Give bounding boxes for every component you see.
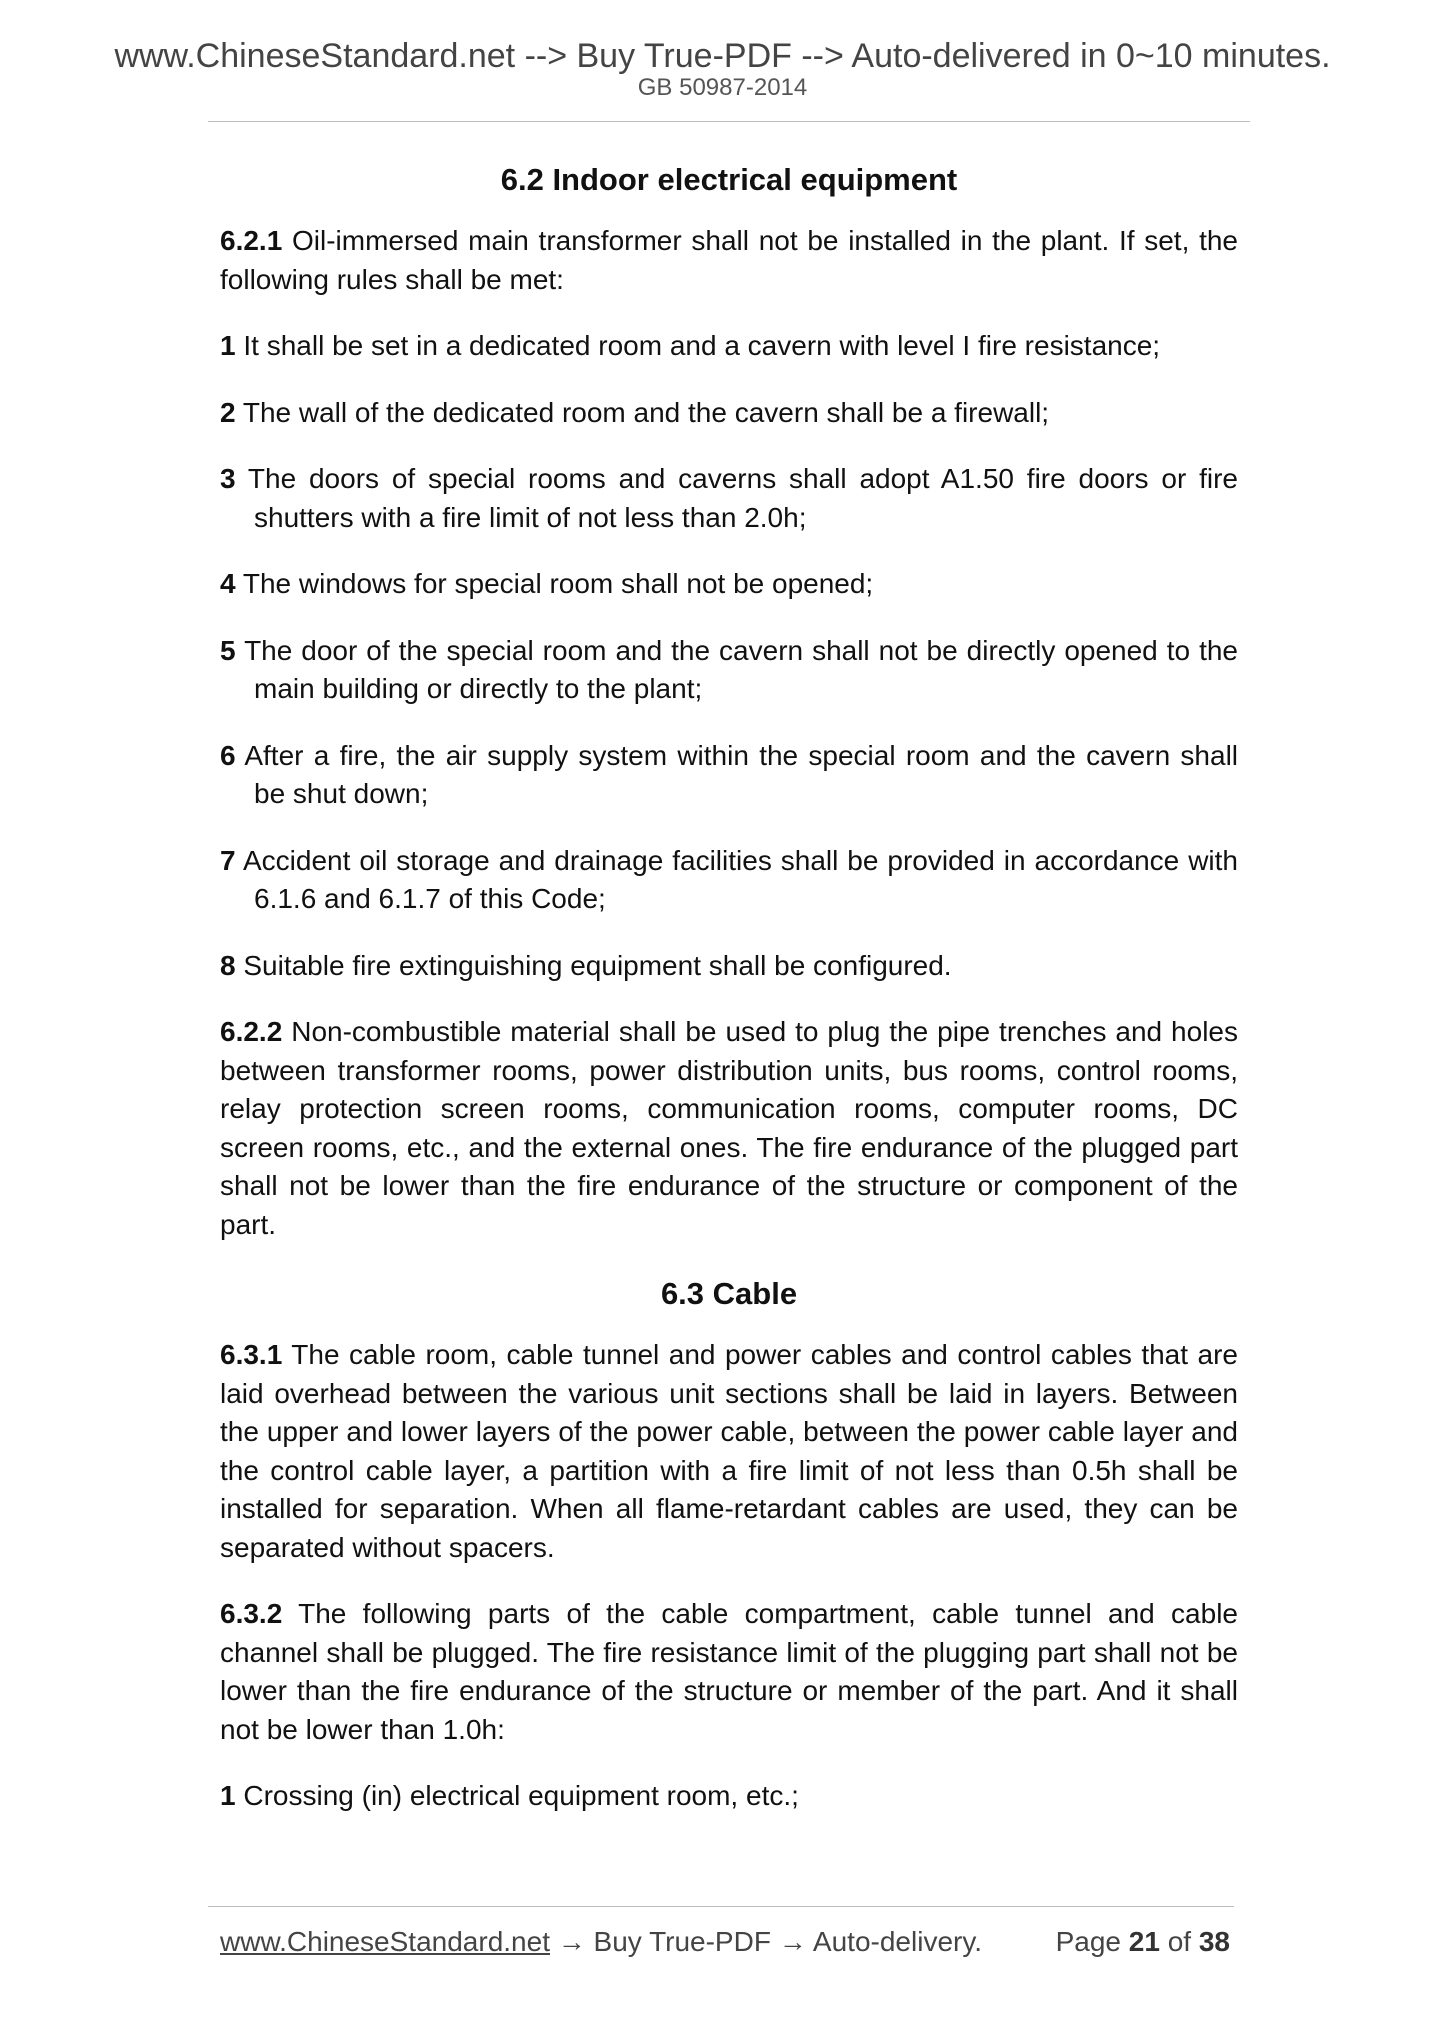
- list-item: [220, 460, 1238, 537]
- clause-number: 6.3.2: [220, 1598, 283, 1629]
- clause-text: Non-combustible material shall be used to plug the pipe trenches and holes between transformer rooms, power distribution units, bus rooms, control rooms, relay protection screen rooms, communication rooms, computer rooms, DC screen rooms, etc., and the external ones. The fire endurance of the plugged part shall not be lower than the fire endurance of the structure or component of the part.: [220, 1016, 1238, 1240]
- list-item: [220, 327, 1238, 366]
- list-item: [220, 394, 1238, 433]
- page-number: 21: [1128, 1926, 1160, 1957]
- list-item: [220, 1777, 1238, 1816]
- of-label: of: [1167, 1926, 1192, 1957]
- page-indicator: [1056, 1922, 1230, 1962]
- header-divider: [208, 121, 1250, 122]
- footer-site-link[interactable]: www.ChineseStandard.net: [220, 1926, 550, 1957]
- clause-6-3-1: [220, 1336, 1238, 1567]
- item-number: 5: [220, 634, 236, 666]
- document-id: GB 50987-2014: [637, 74, 808, 101]
- list-item: [220, 947, 1238, 986]
- clause-text: Oil-immersed main transformer shall not be installed in the plant. If set, the following rules shall be met:: [220, 225, 1239, 295]
- item-number: 1: [220, 1780, 236, 1811]
- section-6-3-heading: 6.3 Cable: [660, 1276, 798, 1311]
- item-number: 3: [220, 463, 236, 494]
- top-banner: www.ChineseStandard.net --> Buy True-PDF --> Auto-delivered in 0~10 minutes.: [114, 37, 1331, 75]
- item-number: 4: [220, 568, 236, 599]
- footer-promo: [220, 1922, 982, 1962]
- item-text: The windows for special room shall not be opened;: [242, 568, 874, 599]
- page-footer: [220, 1922, 1230, 1962]
- footer-promo-text: → Buy True-PDF → Auto-delivery.: [549, 1926, 983, 1957]
- clause-text: The following parts of the cable compartment, cable tunnel and cable channel shall be plugged. The fire resistance limit of the plugging part shall not be lower than the fire endurance of the structure or member of the part. And it shall not be lower than 1.0h:: [220, 1598, 1238, 1745]
- list-item: [220, 632, 1238, 709]
- page-label: Page: [1055, 1926, 1121, 1957]
- item-text: The door of the special room and the cavern shall not be directly opened to the main building or directly to the plant;: [244, 634, 1238, 704]
- clause-6-2-2: [220, 1013, 1238, 1244]
- item-text: The doors of special rooms and caverns shall adopt A1.50 fire doors or fire shutters with a fire limit of not less than 2.0h;: [247, 463, 1238, 533]
- clause-text: The cable room, cable tunnel and power cables and control cables that are laid overhead between the various unit sections shall be laid in layers. Between the upper and lower layers of the power cable, between the power cable layer and the control cable layer, a partition with a fire limit of not less than 0.5h shall be installed for separation. When all flame-retardant cables are used, they can be separated without spacers.: [220, 1339, 1238, 1563]
- footer-divider: [208, 1906, 1234, 1907]
- clause-number: 6.2.2: [220, 1016, 283, 1047]
- item-text: Crossing (in) electrical equipment room, etc.;: [243, 1780, 799, 1811]
- list-item: [220, 565, 1238, 604]
- item-number: 1: [220, 330, 236, 361]
- page-content: [220, 148, 1238, 1844]
- item-number: 6: [220, 739, 236, 771]
- page-total: 38: [1198, 1926, 1230, 1957]
- item-text: After a fire, the air supply system within the special room and the cavern shall be shut down;: [244, 739, 1239, 809]
- item-number: 7: [220, 844, 236, 876]
- section-6-2-heading: 6.2 Indoor electrical equipment: [500, 162, 958, 197]
- list-item: [220, 842, 1238, 919]
- list-item: [220, 737, 1238, 814]
- clause-6-2-1: [220, 222, 1238, 299]
- item-text: Accident oil storage and drainage facilities shall be provided in accordance with 6.1.6 and 6.1.7 of this Code;: [242, 844, 1238, 914]
- item-text: It shall be set in a dedicated room and a cavern with level I fire resistance;: [243, 330, 1161, 361]
- item-text: Suitable fire extinguishing equipment shall be configured.: [243, 949, 952, 981]
- item-number: 2: [220, 396, 236, 428]
- item-number: 8: [220, 949, 236, 981]
- clause-number: 6.3.1: [220, 1339, 283, 1370]
- item-text: The wall of the dedicated room and the cavern shall be a firewall;: [242, 396, 1050, 428]
- clause-6-3-2: [220, 1595, 1238, 1749]
- clause-number: 6.2.1: [220, 225, 283, 256]
